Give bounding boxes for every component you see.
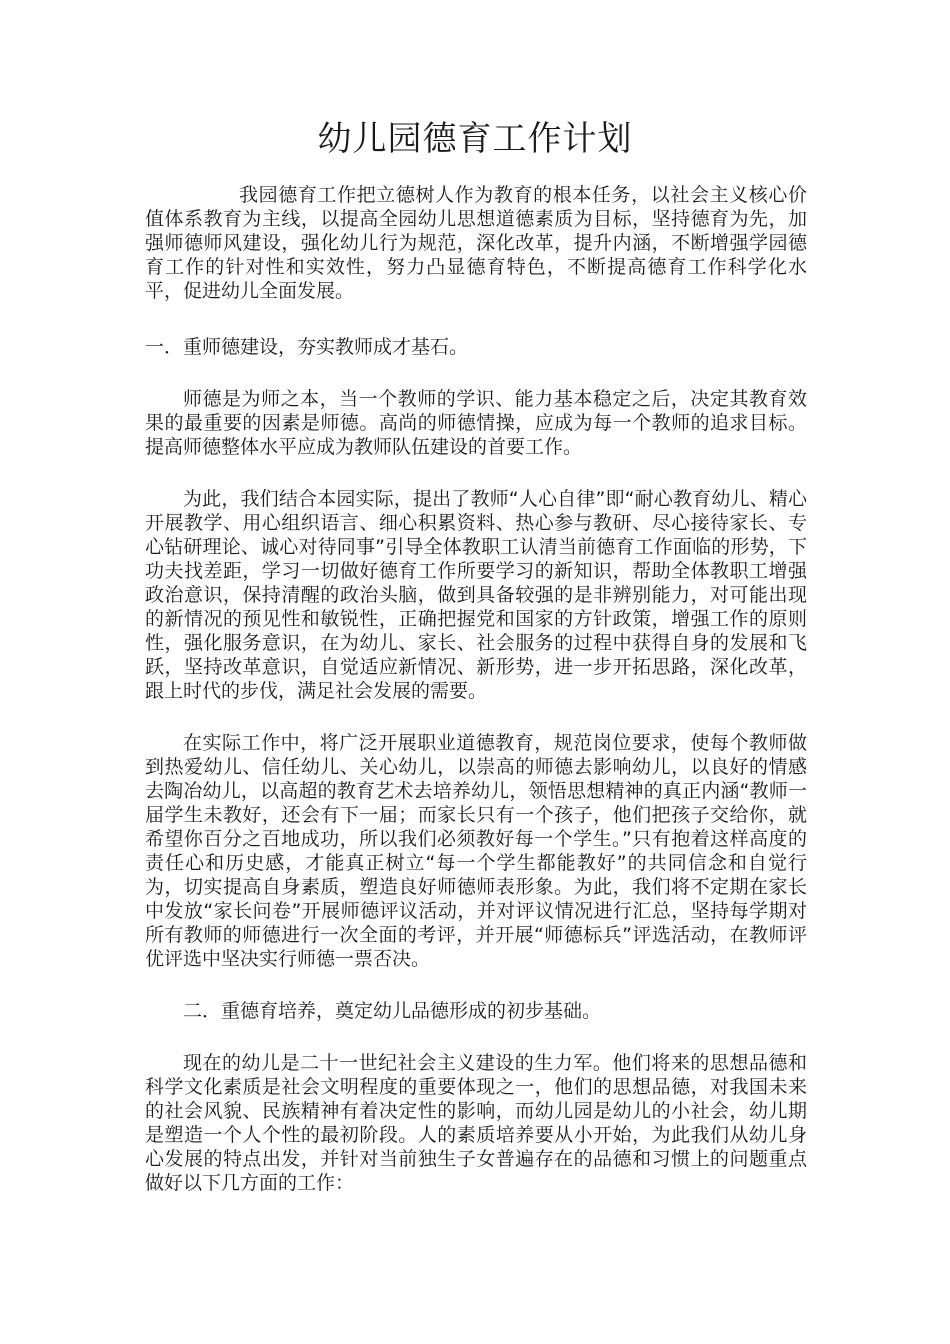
document-title: 幼儿园德育工作计划 bbox=[317, 119, 633, 159]
body-paragraph: 为此，我们结合本园实际，提出了教师“人心自律”即“耐心教育幼儿、精心开展教学、用心组织语言、细心积累资料、热心参与教研、尽心接待家长、专心钻研理论、诚心对待同事”引导全体教职工认清当前德育工作面临的形势，下功夫找差距，学习一切做好德育工作所要学习的新知识，帮助全体教职工增强政治意识，保持清醒的政治头脑，做到具备较强的是非辨别能力，对可能出现的新情况的预见性和敏锐性，正确把握党和国家的方针政策，增强工作的原则性，强化服务意识，在为幼儿、家长、社会服务的过程中获得自身的发展和飞跃，坚持改革意识，自觉适应新情况、新形势，进一步开拓思路，深化改革，跟上时代的步伐，满足社会发展的需要。 bbox=[145, 488, 807, 702]
section-heading-1: 一．重师德建设，夯实教师成才基石。 bbox=[145, 336, 469, 358]
body-paragraph: 现在的幼儿是二十一世纪社会主义建设的生力军。他们将来的思想品德和科学文化素质是社会文明程度的重要体现之一，他们的思想品德，对我国未来的社会风貌、民族精神有着决定性的影响，而幼儿园是幼儿的小社会，幼儿期是塑造一个人个性的最初阶段。人的素质培养要从小开始，为此我们从幼儿身心发展的特点出发，并针对当前独生子女普遍存在的品德和习惯上的问题重点做好以下几方面的工作： bbox=[145, 1052, 807, 1194]
section-heading-2: 二．重德育培养，奠定幼儿品德形成的初步基础。 bbox=[183, 1000, 602, 1022]
intro-paragraph: 我园德育工作把立德树人作为教育的根本任务，以社会主义核心价值体系教育为主线，以提高全园幼儿思想道德素质为目标，坚持德育为先，加强师德师风建设，强化幼儿行为规范，深化改革，提升内涵，不断增强学园德育工作的针对性和实效性，努力凸显德育特色，不断提高德育工作科学化水平，促进幼儿全面发展。 bbox=[145, 184, 807, 302]
body-paragraph: 在实际工作中，将广泛开展职业道德教育，规范岗位要求，使每个教师做到热爱幼儿、信任幼儿、关心幼儿，以崇高的师德去影响幼儿，以良好的情感去陶冶幼儿，以高超的教育艺术去培养幼儿，领悟思想精神的真正内涵“教师一届学生未教好，还会有下一届；而家长只有一个孩子，他们把孩子交给你，就希望你百分之百地成功，所以我们必须教好每一个学生。”只有抱着这样高度的责任心和历史感，才能真正树立“每一个学生都能教好”的共同信念和自觉行为，切实提高自身素质，塑造良好师德师表形象。为此，我们将不定期在家长中发放“家长问卷”开展师德评议活动，并对评议情况进行汇总，坚持每学期对所有教师的师德进行一次全面的考评，并开展“师德标兵”评选活动，在教师评优评选中坚决实行师德一票否决。 bbox=[145, 732, 807, 970]
body-paragraph: 师德是为师之本，当一个教师的学识、能力基本稳定之后，决定其教育效果的最重要的因素是师德。高尚的师德情操，应成为每一个教师的追求目标。提高师德整体水平应成为教师队伍建设的首要工作。 bbox=[145, 388, 807, 458]
document-body bbox=[145, 183, 807, 1195]
